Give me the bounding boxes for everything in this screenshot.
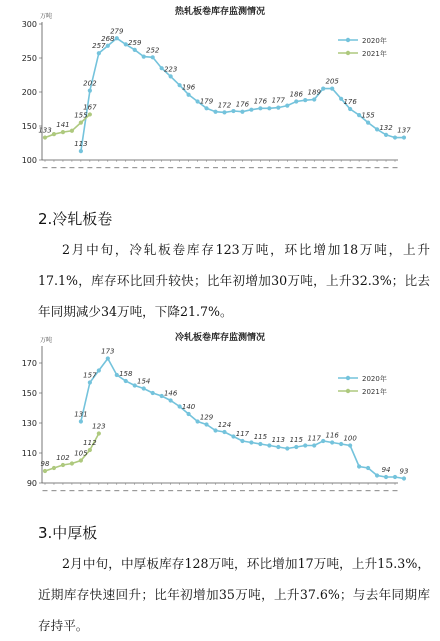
data-label: 129: [199, 413, 214, 422]
data-label: 155: [74, 111, 88, 120]
x-tick-label: [150, 490, 155, 491]
x-tick-label: [60, 490, 65, 491]
data-label: 158: [119, 370, 133, 378]
x-tick-label: [375, 167, 380, 168]
x-tick-label: [222, 490, 227, 491]
series-point: [312, 97, 316, 101]
x-tick-label: [267, 167, 272, 168]
series-point: [384, 475, 388, 479]
x-tick-label: [141, 167, 146, 168]
x-tick-label: [231, 490, 236, 491]
x-tick-label: [87, 167, 92, 168]
x-tick-label: [204, 167, 209, 168]
data-label: 116: [325, 431, 339, 440]
y-axis-unit: 万吨: [40, 337, 53, 344]
data-label: 176: [343, 98, 357, 106]
x-tick-label: [267, 490, 272, 491]
data-label: 268: [101, 34, 115, 43]
data-label: 93: [399, 467, 409, 476]
data-label: 173: [101, 347, 115, 356]
x-tick-label: [96, 167, 101, 168]
data-label: 124: [217, 421, 232, 429]
series-point: [52, 132, 56, 136]
series-point: [402, 476, 406, 480]
data-label: 113: [271, 436, 286, 444]
x-tick-label: [276, 490, 281, 491]
series-point: [303, 443, 307, 447]
x-tick-label: [321, 167, 326, 168]
series-point: [393, 475, 397, 479]
data-label: 131: [74, 410, 88, 419]
series-point: [169, 398, 173, 402]
series-point: [249, 108, 253, 112]
data-label: 140: [181, 403, 196, 411]
x-tick-label: [258, 167, 263, 168]
series-point: [186, 93, 190, 97]
y-tick-label: 150: [21, 389, 37, 398]
x-tick-label: [69, 167, 74, 168]
x-tick-label: [285, 167, 290, 168]
series-point: [61, 130, 65, 134]
series-point: [330, 440, 334, 444]
x-tick-label: [303, 167, 308, 168]
x-tick-label: [258, 490, 263, 491]
x-tick-label: [375, 490, 380, 491]
series-point: [79, 419, 83, 423]
data-label: 155: [361, 111, 375, 120]
section-paragraph-cold-rolled-text: 2月中旬，冷轧板卷库存123万吨，环比增加18万吨，上升17.1%，库存环比回升较快；比年初增加30万吨，上升32.3%；比去年同期减少34万吨，下降21.7%。: [38, 242, 430, 319]
series-point: [88, 112, 92, 116]
series-point: [79, 458, 83, 462]
x-tick-label: [366, 167, 371, 168]
legend-label: 2021年: [362, 388, 387, 396]
series-line-2020: [81, 38, 404, 151]
x-tick-label: [213, 490, 218, 491]
data-label: 123: [92, 422, 106, 431]
data-label: 113: [74, 140, 88, 149]
x-tick-label: [123, 490, 128, 491]
x-tick-label: [285, 490, 290, 491]
series-point: [151, 391, 155, 395]
x-tick-label: [150, 167, 155, 168]
x-tick-label: [348, 167, 353, 168]
x-tick-label: [312, 167, 317, 168]
data-label: 112: [83, 439, 97, 447]
series-point: [276, 445, 280, 449]
x-tick-label: [43, 490, 48, 491]
legend-label: 2020年: [362, 37, 387, 45]
series-point: [186, 412, 190, 416]
x-tick-label: [393, 490, 398, 491]
x-tick-label: [159, 167, 164, 168]
series-point: [321, 87, 325, 91]
x-tick-label: [78, 490, 83, 491]
series-point: [267, 106, 271, 110]
chart-title: 热轧板卷库存监测情况: [174, 7, 266, 17]
x-tick-label: [276, 167, 281, 168]
series-point: [285, 104, 289, 108]
x-tick-label: [384, 167, 389, 168]
x-tick-label: [168, 167, 173, 168]
x-tick-label: [168, 490, 173, 491]
data-label: 105: [74, 449, 88, 458]
series-point: [142, 386, 146, 390]
series-point: [366, 121, 370, 125]
series-point: [375, 473, 379, 477]
data-label: 157: [83, 371, 97, 380]
data-label: 167: [83, 103, 97, 112]
series-point: [61, 463, 65, 467]
x-tick-label: [114, 490, 119, 491]
data-label: 177: [271, 96, 286, 105]
x-tick-label: [231, 167, 236, 168]
data-label: 141: [56, 121, 70, 130]
x-tick-label: [186, 167, 191, 168]
x-tick-label: [366, 490, 371, 491]
series-point: [115, 36, 119, 40]
x-tick-label: [240, 490, 245, 491]
series-point: [88, 380, 92, 384]
data-label: 176: [235, 100, 250, 109]
x-tick-label: [330, 490, 335, 491]
series-point: [303, 98, 307, 102]
x-tick-label: [43, 167, 48, 168]
legend-marker: [346, 376, 350, 380]
hot-rolled-inventory-chart: [0, 0, 440, 178]
data-label: 94: [381, 466, 391, 474]
series-point: [231, 109, 235, 113]
x-tick-label: [141, 490, 146, 491]
data-label: 154: [137, 377, 151, 386]
x-tick-label: [312, 490, 317, 491]
series-point: [43, 469, 47, 473]
data-label: 179: [199, 97, 214, 106]
x-tick-label: [195, 167, 200, 168]
series-point: [348, 443, 352, 447]
series-point: [393, 135, 397, 139]
series-point: [321, 439, 325, 443]
x-tick-label: [294, 167, 299, 168]
x-tick-label: [69, 490, 74, 491]
y-tick-label: 300: [21, 20, 37, 29]
series-point: [97, 51, 101, 55]
data-label: 100: [343, 434, 357, 443]
series-point: [366, 466, 370, 470]
data-label: 252: [146, 46, 160, 55]
series-point: [213, 110, 217, 114]
data-label: 102: [56, 454, 70, 462]
series-point: [88, 448, 92, 452]
x-tick-label: [357, 490, 362, 491]
x-tick-label: [159, 490, 164, 491]
data-label: 205: [325, 77, 339, 86]
series-point: [249, 440, 253, 444]
legend-label: 2021年: [362, 50, 387, 58]
cold-rolled-chart-svg: [0, 326, 440, 494]
legend-marker: [346, 389, 350, 393]
data-label: 259: [128, 38, 142, 47]
y-tick-label: 130: [21, 419, 37, 428]
series-point: [258, 106, 262, 110]
legend-marker: [346, 38, 350, 42]
data-label: 172: [217, 101, 232, 110]
series-point: [151, 55, 155, 59]
x-tick-label: [123, 167, 128, 168]
series-point: [285, 446, 289, 450]
x-tick-label: [186, 490, 191, 491]
x-tick-label: [339, 167, 344, 168]
series-point: [70, 129, 74, 133]
series-point: [204, 422, 208, 426]
data-label: 146: [163, 389, 178, 398]
series-point: [43, 135, 47, 139]
series-point: [339, 442, 343, 446]
series-point: [169, 74, 173, 78]
x-tick-label: [114, 167, 119, 168]
series-point: [222, 110, 226, 114]
series-point: [52, 466, 56, 470]
series-point: [97, 368, 101, 372]
series-point: [124, 379, 128, 383]
data-label: 137: [397, 126, 411, 135]
series-point: [294, 445, 298, 449]
legend-marker: [346, 51, 350, 55]
series-point: [133, 48, 137, 52]
x-tick-label: [213, 167, 218, 168]
x-tick-label: [51, 490, 56, 491]
x-tick-label: [303, 490, 308, 491]
x-tick-label: [330, 167, 335, 168]
series-point: [357, 464, 361, 468]
section-heading-cold-rolled: 2.冷轧板卷: [38, 210, 113, 228]
data-label: 186: [289, 90, 303, 99]
data-label: 117: [307, 434, 321, 443]
y-axis-unit: 万吨: [40, 13, 53, 20]
series-point: [312, 443, 316, 447]
series-point: [142, 55, 146, 59]
data-label: 115: [253, 433, 268, 441]
x-tick-label: [222, 167, 227, 168]
data-label: 223: [163, 65, 178, 74]
x-tick-label: [393, 167, 398, 168]
series-point: [70, 461, 74, 465]
data-label: 132: [379, 123, 393, 132]
x-tick-label: [384, 490, 389, 491]
x-tick-label: [177, 167, 182, 168]
series-point: [79, 121, 83, 125]
x-tick-label: [348, 490, 353, 491]
chart-title: 冷轧板卷库存监测情况: [174, 333, 266, 343]
y-tick-label: 170: [21, 359, 37, 368]
x-tick-label: [249, 167, 254, 168]
series-point: [240, 439, 244, 443]
x-tick-label: [357, 167, 362, 168]
x-tick-label: [204, 490, 209, 491]
y-tick-label: 90: [26, 479, 37, 488]
data-label: 279: [110, 27, 124, 36]
series-point: [258, 442, 262, 446]
x-tick-label: [240, 167, 245, 168]
x-tick-label: [105, 167, 110, 168]
data-label: 196: [181, 83, 196, 92]
x-tick-label: [177, 490, 182, 491]
series-point: [276, 106, 280, 110]
x-tick-label: [249, 490, 254, 491]
hot-rolled-chart-svg: [0, 0, 440, 178]
x-tick-label: [96, 490, 101, 491]
data-label: 98: [40, 460, 50, 468]
x-tick-label: [195, 490, 200, 491]
y-tick-label: 150: [21, 122, 37, 131]
y-tick-label: 250: [21, 54, 37, 63]
series-point: [106, 44, 110, 48]
series-point: [240, 110, 244, 114]
section-heading-medium-plate: 3.中厚板: [38, 524, 98, 542]
data-label: 189: [307, 88, 321, 97]
section-paragraph-cold-rolled: [38, 234, 430, 327]
x-tick-label: [87, 490, 92, 491]
series-point: [384, 133, 388, 137]
series-point: [330, 87, 334, 91]
data-label: 176: [253, 97, 268, 106]
x-tick-label: [321, 490, 326, 491]
series-point: [402, 135, 406, 139]
series-point: [222, 430, 226, 434]
data-label: 133: [38, 126, 52, 135]
section-paragraph-medium-plate: [38, 548, 430, 641]
x-tick-label: [339, 490, 344, 491]
series-point: [106, 356, 110, 360]
series-point: [79, 149, 83, 153]
series-point: [97, 431, 101, 435]
series-point: [204, 106, 208, 110]
data-label: 117: [235, 430, 250, 438]
y-tick-label: 110: [21, 449, 37, 458]
x-tick-label: [51, 167, 56, 168]
x-tick-label: [132, 490, 137, 491]
series-point: [267, 443, 271, 447]
data-label: 257: [92, 42, 106, 51]
x-tick-label: [78, 167, 83, 168]
x-tick-label: [294, 490, 299, 491]
data-label: 202: [83, 79, 97, 88]
legend-label: 2020年: [362, 375, 387, 383]
series-point: [213, 428, 217, 432]
series-point: [348, 107, 352, 111]
x-tick-label: [105, 490, 110, 491]
series-point: [88, 89, 92, 93]
y-tick-label: 100: [21, 156, 37, 165]
cold-rolled-inventory-chart: [0, 326, 440, 494]
section-paragraph-medium-plate-text: 2月中旬，中厚板库存128万吨，环比增加17万吨，上升15.3%，近期库存快速回升；比年初增加35万吨，上升37.6%；与去年同期库存持平。: [38, 556, 430, 633]
data-label: 115: [289, 436, 303, 444]
x-tick-label: [132, 167, 137, 168]
series-point: [294, 99, 298, 103]
y-tick-label: 200: [21, 88, 37, 97]
x-tick-label: [60, 167, 65, 168]
